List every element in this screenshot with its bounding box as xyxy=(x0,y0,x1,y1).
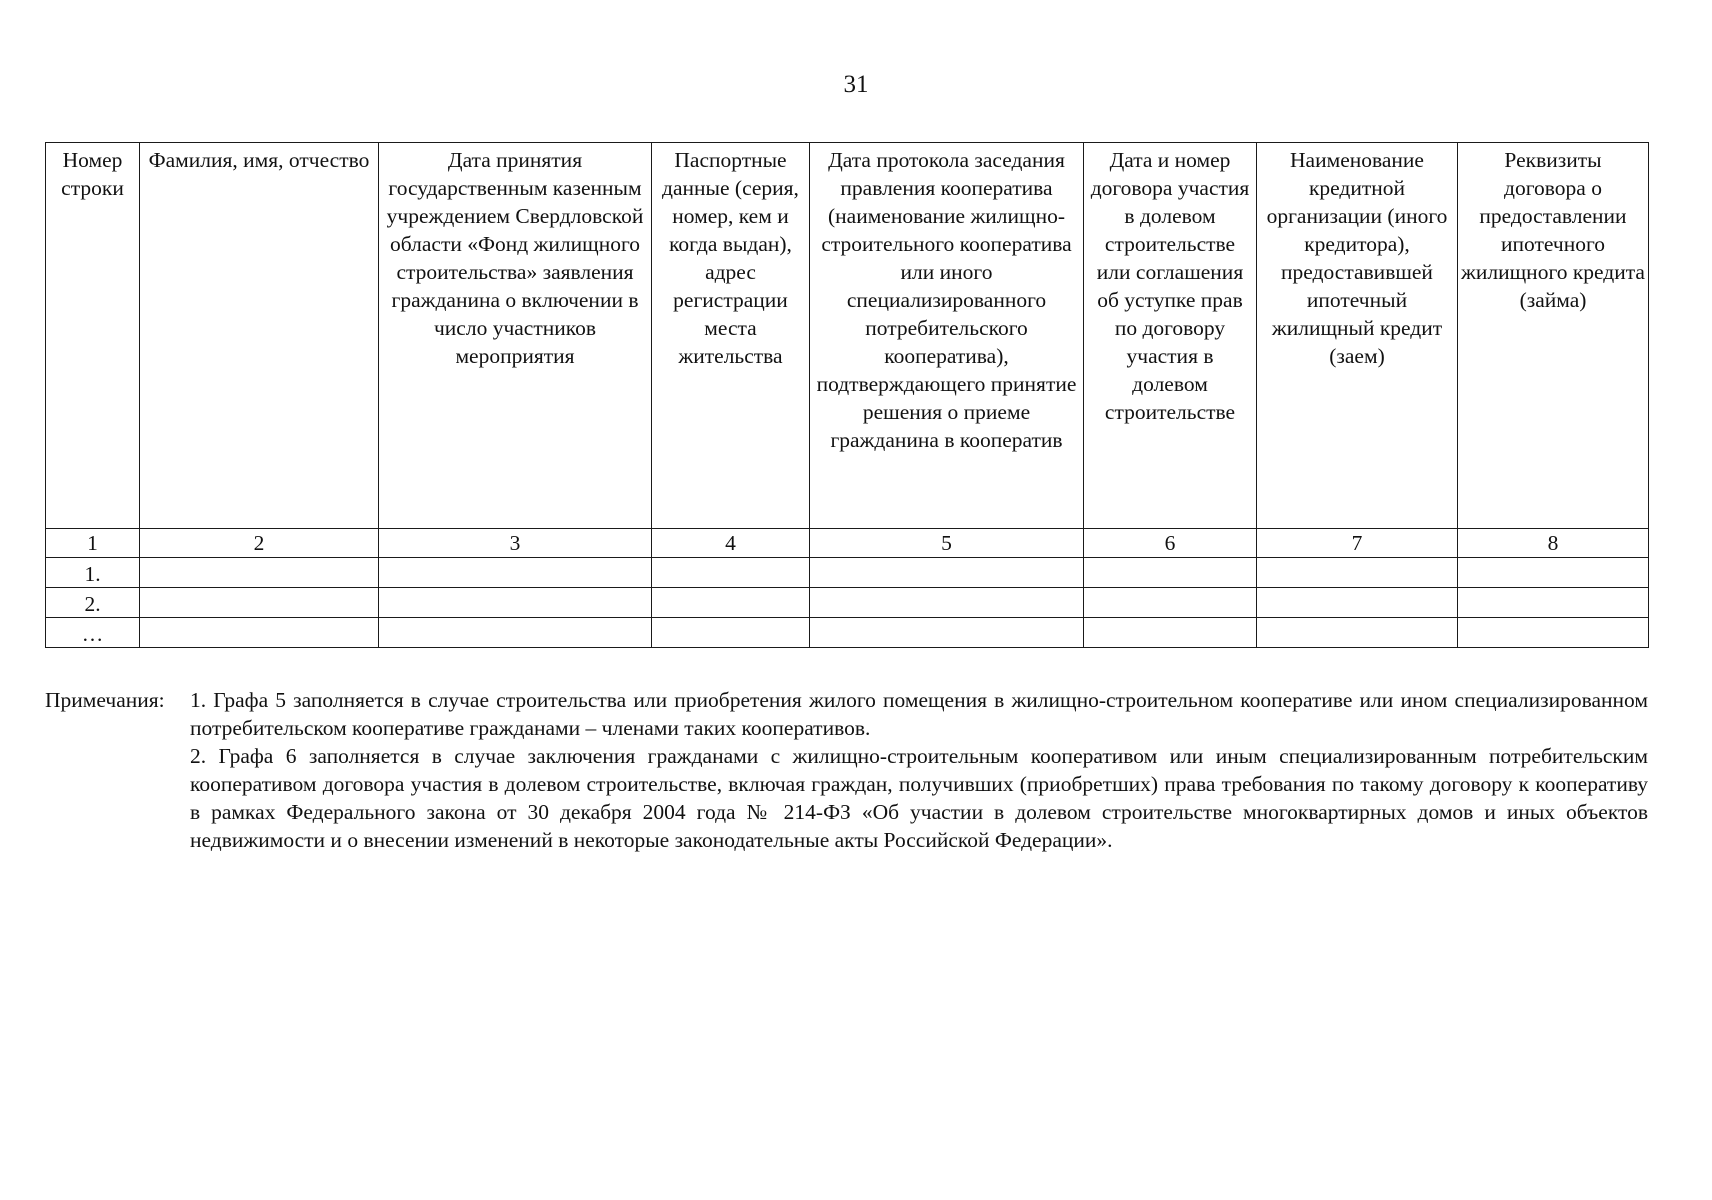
header-credit-organization: Наименование кредитной организации (иного кредитора), предоставившей ипотечный жилищный кредит (заем) xyxy=(1257,143,1458,529)
table-cell xyxy=(1458,588,1649,618)
header-row-number: Номер строки xyxy=(46,143,140,529)
note-item: 1. Графа 5 заполняется в случае строительства или приобретения жилого помещения в жилищно-строительном кооперативе или ином специализированном потребительском кооперативе гражданами – членами таких кооперативов. xyxy=(190,688,1648,740)
table-cell xyxy=(810,558,1084,588)
notes-section xyxy=(45,686,1648,854)
notes-label: Примечания: xyxy=(45,688,165,712)
table-cell xyxy=(379,588,652,618)
table-cell xyxy=(652,558,810,588)
participants-table xyxy=(45,142,1649,648)
header-full-name: Фамилия, имя, отчество xyxy=(140,143,379,529)
header-passport-data: Паспортные данные (серия, номер, кем и когда выдан), адрес регистрации места жительства xyxy=(652,143,810,529)
table-cell xyxy=(140,558,379,588)
header-application-date: Дата принятия государственным казенным учреждением Свердловской области «Фонд жилищного строительства» заявления гражданина о включении в число участников мероприятия xyxy=(379,143,652,529)
table-row xyxy=(46,618,1649,648)
column-number: 5 xyxy=(810,529,1084,558)
table-cell xyxy=(810,618,1084,648)
column-number: 3 xyxy=(379,529,652,558)
row-number: … xyxy=(46,618,140,648)
table-cell xyxy=(1084,618,1257,648)
column-number: 4 xyxy=(652,529,810,558)
table-cell xyxy=(652,588,810,618)
table-cell xyxy=(1084,588,1257,618)
note-item: 2. Графа 6 заполняется в случае заключения гражданами с жилищно-строительным кооперативом или иным специализированным потребительским кооперативом договора участия в долевом строительстве, включая граждан, получивших (приобретших) права требования по такому договору к кооперативу в рамках Федерального закона от 30 декабря 2004 года № 214-ФЗ «Об участии в долевом строительстве многоквартирных домов и иных объектов недвижимости и о внесении изменений в некоторые законодательные акты Российской Федерации». xyxy=(190,744,1648,852)
table-cell xyxy=(1257,588,1458,618)
column-number: 6 xyxy=(1084,529,1257,558)
table-cell xyxy=(140,588,379,618)
table-cell xyxy=(1084,558,1257,588)
table-cell xyxy=(379,618,652,648)
table-cell xyxy=(810,588,1084,618)
table-row xyxy=(46,558,1649,588)
table-cell xyxy=(1257,618,1458,648)
column-number: 2 xyxy=(140,529,379,558)
table-header-row xyxy=(46,143,1649,529)
column-number: 1 xyxy=(46,529,140,558)
table-cell xyxy=(140,618,379,648)
row-number: 1. xyxy=(46,558,140,588)
header-mortgage-contract: Реквизиты договора о предоставлении ипотечного жилищного кредита (займа) xyxy=(1458,143,1649,529)
table-cell xyxy=(379,558,652,588)
column-number-row xyxy=(46,529,1649,558)
column-number: 7 xyxy=(1257,529,1458,558)
row-number: 2. xyxy=(46,588,140,618)
page-number: 31 xyxy=(843,71,869,98)
column-number: 8 xyxy=(1458,529,1649,558)
table-cell xyxy=(1458,558,1649,588)
table-row xyxy=(46,588,1649,618)
header-contract-date-number: Дата и номер договора участия в долевом строительстве или соглашения об уступке прав по договору участия в долевом строительстве xyxy=(1084,143,1257,529)
header-cooperative-protocol: Дата протокола заседания правления кооператива (наименование жилищно-строительного кооператива или иного специализированного потребительского кооператива), подтверждающего принятие решения о приеме гражданина в кооператив xyxy=(810,143,1084,529)
table-cell xyxy=(1458,618,1649,648)
table-cell xyxy=(652,618,810,648)
table-cell xyxy=(1257,558,1458,588)
notes-body xyxy=(190,686,1648,854)
